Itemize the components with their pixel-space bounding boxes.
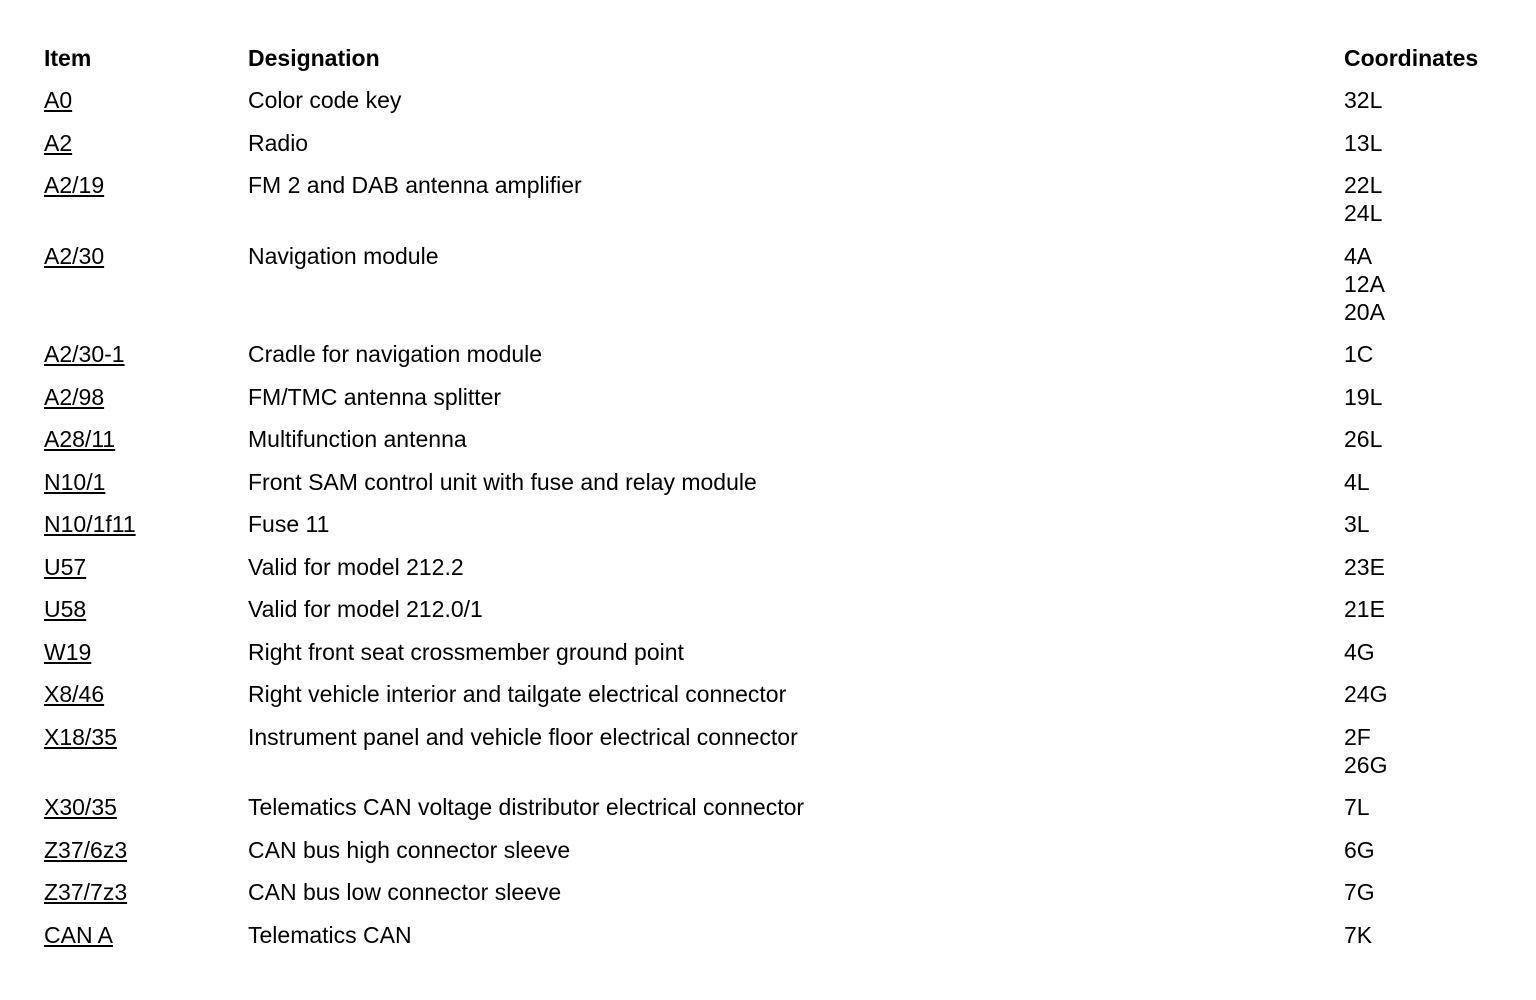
coordinates-column-header: Coordinates — [1344, 45, 1479, 71]
designation-cell: FM/TMC antenna splitter — [248, 383, 502, 410]
item-cell — [44, 836, 234, 864]
coordinates-cell — [1344, 383, 1504, 411]
item-link[interactable]: N10/1 — [44, 468, 106, 495]
coordinate-value: 7L — [1344, 794, 1370, 820]
designation-cell: Telematics CAN voltage distributor electrical connector — [248, 794, 805, 820]
designation-cell: Cradle for navigation module — [248, 341, 543, 367]
coordinate-value: 32L — [1344, 87, 1383, 113]
designation-cell: Color code key — [248, 87, 402, 113]
item-cell — [44, 340, 234, 368]
designation-cell: Navigation module — [248, 242, 439, 269]
table-row — [44, 383, 1504, 426]
item-link[interactable]: X30/35 — [44, 794, 117, 820]
designation-cell: Valid for model 212.0/1 — [248, 596, 483, 622]
item-cell — [44, 425, 234, 453]
coordinates-cell — [1344, 723, 1504, 779]
designation-cell: Multifunction antenna — [248, 426, 467, 452]
item-cell — [44, 793, 234, 821]
table-row — [44, 836, 1504, 879]
coordinate-value: 26L — [1344, 426, 1383, 452]
item-link[interactable]: A2/98 — [44, 383, 105, 410]
item-link[interactable]: Z37/6z3 — [44, 836, 128, 863]
item-cell — [44, 383, 234, 411]
item-cell — [44, 171, 234, 199]
table-row — [44, 553, 1504, 596]
item-link[interactable]: CAN A — [44, 921, 114, 948]
coordinates-cell — [1344, 836, 1504, 864]
coordinate-value: 20A — [1344, 298, 1385, 325]
coordinate-value: 23E — [1344, 553, 1385, 580]
coordinates-cell — [1344, 468, 1504, 496]
legend-table — [44, 44, 1504, 963]
item-cell — [44, 595, 234, 623]
table-row — [44, 468, 1504, 511]
coordinates-cell — [1344, 638, 1504, 666]
item-column-header: Item — [44, 45, 92, 71]
table-row — [44, 129, 1504, 172]
coordinates-cell — [1344, 242, 1504, 326]
coordinate-value: 4A — [1344, 242, 1373, 269]
coordinate-value: 7G — [1344, 879, 1375, 905]
table-row — [44, 680, 1504, 723]
designation-cell: Fuse 11 — [248, 511, 330, 537]
table-row — [44, 425, 1504, 468]
item-link[interactable]: A2 — [44, 129, 73, 156]
table-row — [44, 510, 1504, 553]
item-cell — [44, 86, 234, 114]
coordinate-value: 6G — [1344, 836, 1375, 863]
designation-cell: CAN bus high connector sleeve — [248, 836, 571, 863]
item-link[interactable]: U58 — [44, 596, 87, 622]
item-cell — [44, 878, 234, 906]
item-cell — [44, 242, 234, 270]
item-cell — [44, 680, 234, 708]
designation-cell: Valid for model 212.2 — [248, 553, 464, 580]
designation-cell: FM 2 and DAB antenna amplifier — [248, 172, 582, 198]
table-row — [44, 86, 1504, 129]
coordinate-value: 19L — [1344, 383, 1383, 410]
coordinate-value: 13L — [1344, 129, 1383, 156]
table-row — [44, 921, 1504, 964]
coordinates-cell — [1344, 425, 1504, 453]
designation-cell: Right vehicle interior and tailgate electrical connector — [248, 681, 787, 707]
table-row — [44, 878, 1504, 921]
item-cell — [44, 468, 234, 496]
designation-column-header: Designation — [248, 45, 380, 71]
item-link[interactable]: A0 — [44, 87, 73, 113]
coordinates-cell — [1344, 793, 1504, 821]
item-cell — [44, 921, 234, 949]
item-link[interactable]: A2/19 — [44, 172, 105, 198]
coordinate-value: 12A — [1344, 270, 1385, 297]
coordinate-value: 2F — [1344, 723, 1371, 750]
table-header — [44, 44, 1504, 86]
coordinate-value: 4G — [1344, 638, 1375, 665]
table-row — [44, 242, 1504, 341]
coordinate-value: 3L — [1344, 511, 1370, 537]
coordinate-value: 4L — [1344, 468, 1370, 495]
table-row — [44, 793, 1504, 836]
coordinates-cell — [1344, 129, 1504, 157]
table-row — [44, 638, 1504, 681]
table-body — [44, 86, 1504, 963]
coordinate-value: 1C — [1344, 341, 1374, 367]
coordinate-value: 24G — [1344, 681, 1388, 707]
coordinate-value: 22L — [1344, 172, 1383, 198]
coordinates-cell — [1344, 553, 1504, 581]
designation-cell: Instrument panel and vehicle floor electrical connector — [248, 723, 798, 750]
item-link[interactable]: N10/1f11 — [44, 511, 136, 537]
coordinates-cell — [1344, 340, 1504, 368]
table-row — [44, 340, 1504, 383]
item-link[interactable]: X8/46 — [44, 681, 105, 707]
item-cell — [44, 553, 234, 581]
table-row — [44, 723, 1504, 794]
designation-cell: Telematics CAN — [248, 921, 412, 948]
item-link[interactable]: W19 — [44, 638, 92, 665]
item-cell — [44, 510, 234, 538]
item-cell — [44, 638, 234, 666]
coordinate-value: 21E — [1344, 596, 1385, 622]
designation-cell: Radio — [248, 129, 309, 156]
table-row — [44, 171, 1504, 242]
coordinates-cell — [1344, 171, 1504, 227]
item-link[interactable]: A2/30-1 — [44, 341, 125, 367]
coordinate-value: 7K — [1344, 921, 1373, 948]
item-link[interactable]: Z37/7z3 — [44, 879, 128, 905]
coordinate-value: 26G — [1344, 751, 1388, 778]
coordinates-cell — [1344, 86, 1504, 114]
item-cell — [44, 723, 234, 751]
coordinates-cell — [1344, 680, 1504, 708]
item-link[interactable]: U57 — [44, 553, 87, 580]
item-link[interactable]: A2/30 — [44, 242, 105, 269]
designation-cell: CAN bus low connector sleeve — [248, 879, 562, 905]
coordinates-cell — [1344, 595, 1504, 623]
designation-cell: Right front seat crossmember ground point — [248, 638, 684, 665]
coordinate-value: 24L — [1344, 200, 1383, 226]
item-link[interactable]: A28/11 — [44, 426, 116, 452]
coordinates-cell — [1344, 510, 1504, 538]
designation-cell: Front SAM control unit with fuse and relay module — [248, 468, 757, 495]
item-cell — [44, 129, 234, 157]
table-row — [44, 595, 1504, 638]
coordinates-cell — [1344, 921, 1504, 949]
item-link[interactable]: X18/35 — [44, 723, 117, 750]
coordinates-cell — [1344, 878, 1504, 906]
